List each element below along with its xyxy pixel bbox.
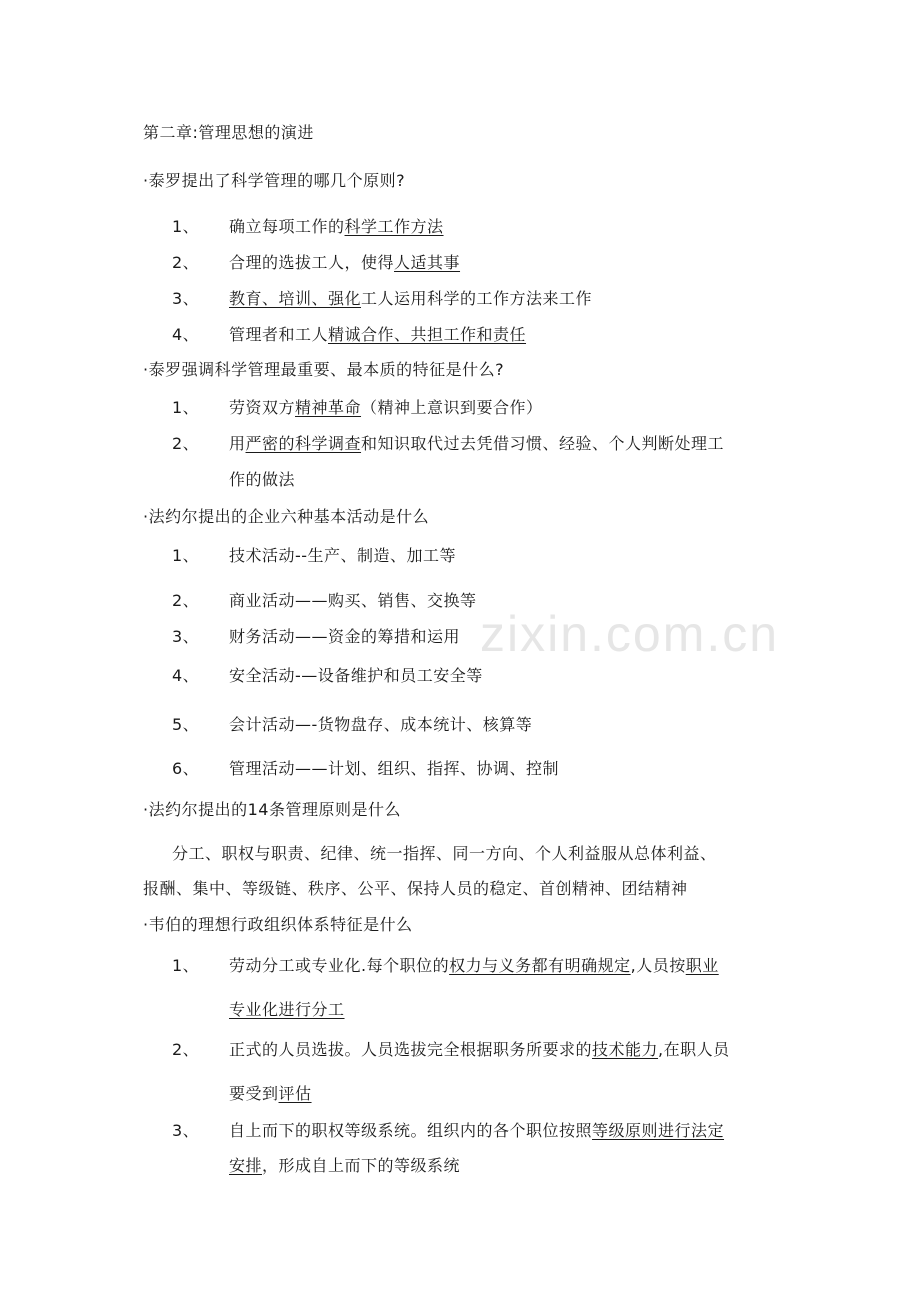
item-number: 2、 [172,1040,200,1059]
question-heading: ·法约尔提出的14条管理原则是什么 [143,800,401,819]
paragraph-line: 分工、职权与职责、纪律、统一指挥、同一方向、个人利益服从总体利益、 [172,844,717,863]
item-number: 2、 [172,253,200,272]
item-number: 1、 [172,398,200,417]
list-item: 技术活动--生产、制造、加工等 [229,546,457,565]
item-number: 1、 [172,217,200,236]
item-number: 4、 [172,325,200,344]
list-item-continuation: 作的做法 [229,470,296,489]
list-item: 会计活动—-货物盘存、成本统计、核算等 [229,715,533,734]
list-item: 管理活动——计划、组织、指挥、协调、控制 [229,759,560,778]
list-item: 商业活动——购买、销售、交换等 [229,591,477,610]
question-heading: ·泰罗提出了科学管理的哪几个原则? [143,171,406,190]
list-item: 确立每项工作的科学工作方法 [229,217,444,236]
list-item: 财务活动——资金的筹措和运用 [229,627,461,646]
question-heading: ·泰罗强调科学管理最重要、最本质的特征是什么? [143,360,505,379]
item-number: 4、 [172,666,200,685]
item-number: 6、 [172,759,200,778]
list-item-continuation: 专业化进行分工 [229,1000,345,1019]
item-number: 3、 [172,289,200,308]
watermark: zixin.com.cn [480,606,780,662]
item-number: 1、 [172,546,200,565]
list-item: 合理的选拔工人，使得人适其事 [229,253,461,272]
item-number: 2、 [172,591,200,610]
item-number: 1、 [172,956,200,975]
chapter-title: 第二章:管理思想的演进 [143,123,314,142]
list-item: 管理者和工人精诚合作、共担工作和责任 [229,325,527,344]
list-item: 教育、培训、强化工人运用科学的工作方法来工作 [229,289,593,308]
list-item: 正式的人员选拔。人员选拔完全根据职务所要求的技术能力,在职人员 [229,1040,730,1059]
item-number: 5、 [172,715,200,734]
list-item-continuation: 安排，形成自上而下的等级系统 [229,1156,461,1175]
list-item: 劳资双方精神革命（精神上意识到要合作） [229,398,543,417]
list-item: 劳动分工或专业化.每个职位的权力与义务都有明确规定,人员按职业 [229,956,719,975]
paragraph-line: 报酬、集中、等级链、秩序、公平、保持人员的稳定、首创精神、团结精神 [143,879,688,898]
question-heading: ·法约尔提出的企业六种基本活动是什么 [143,507,430,526]
list-item: 安全活动-—设备维护和员工安全等 [229,666,483,685]
question-heading: ·韦伯的理想行政组织体系特征是什么 [143,915,413,934]
list-item-continuation: 要受到评估 [229,1084,312,1103]
list-item: 用严密的科学调查和知识取代过去凭借习惯、经验、个人判断处理工 [229,434,725,453]
item-number: 2、 [172,434,200,453]
item-number: 3、 [172,627,200,646]
item-number: 3、 [172,1121,200,1140]
list-item: 自上而下的职权等级系统。组织内的各个职位按照等级原则进行法定 [229,1121,725,1140]
